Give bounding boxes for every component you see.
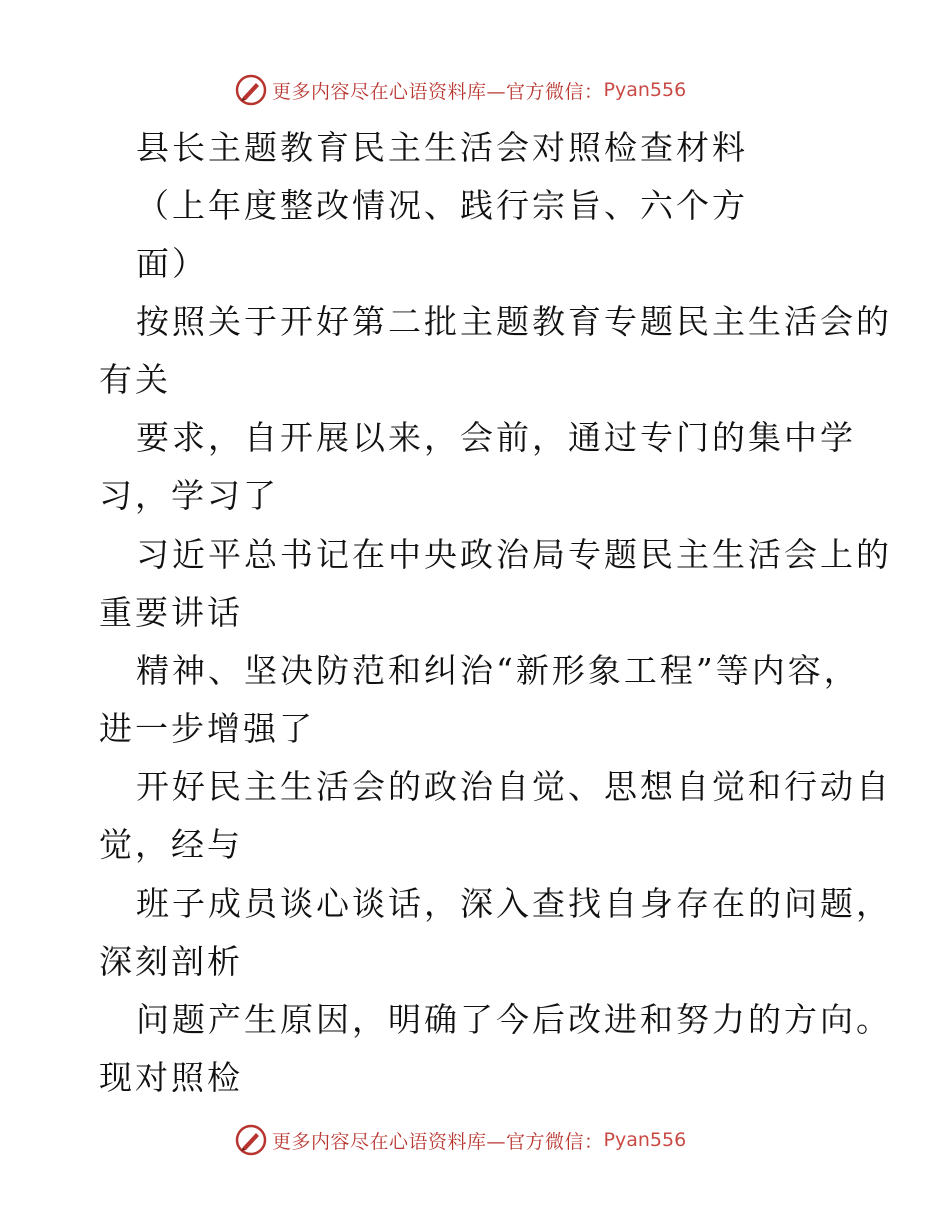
paragraph-line: 深刻剖析 [99, 942, 243, 981]
paragraph-line: 班子成员谈心谈话，深入查找自身存在的问题， [136, 884, 892, 923]
watermark-wechat-id: Pyan556 [603, 1129, 687, 1151]
watermark-text: 更多内容尽在心语资料库—官方微信： [272, 80, 604, 103]
pen-logo-icon [234, 1123, 268, 1157]
footer-watermark [234, 1122, 686, 1158]
paragraph-line: 进一步增强了 [99, 709, 315, 748]
paragraph-line: 要求，自开展以来，会前，通过专门的集中学 [136, 418, 856, 457]
paragraph-line: 开好民主生活会的政治自觉、思想自觉和行动自 [136, 767, 892, 806]
paragraph-line: 按照关于开好第二批主题教育专题民主生活会的 [136, 302, 892, 341]
watermark-wechat-id: Pyan556 [603, 79, 687, 101]
doc-title-line-1: 县长主题教育民主生活会对照检查材料 [136, 128, 748, 167]
paragraph-line: 有关 [99, 360, 171, 399]
doc-title-line-3: 面） [136, 244, 208, 283]
doc-title-line-2: （上年度整改情况、践行宗旨、六个方 [136, 186, 748, 225]
paragraph-line: 问题产生原因，明确了今后改进和努力的方向。 [136, 1000, 892, 1039]
paragraph-line: 精神、坚决防范和纠治“新形象工程”等内容， [136, 651, 860, 690]
paragraph-line: 习，学习了 [99, 476, 279, 515]
paragraph-line: 习近平总书记在中央政治局专题民主生活会上的 [136, 535, 892, 574]
paragraph-line: 觉，经与 [99, 825, 243, 864]
pen-logo-icon [234, 73, 268, 107]
header-watermark [234, 72, 686, 108]
paragraph-line: 现对照检 [99, 1058, 243, 1097]
watermark-text: 更多内容尽在心语资料库—官方微信： [272, 1130, 604, 1153]
paragraph-line: 重要讲话 [99, 593, 243, 632]
